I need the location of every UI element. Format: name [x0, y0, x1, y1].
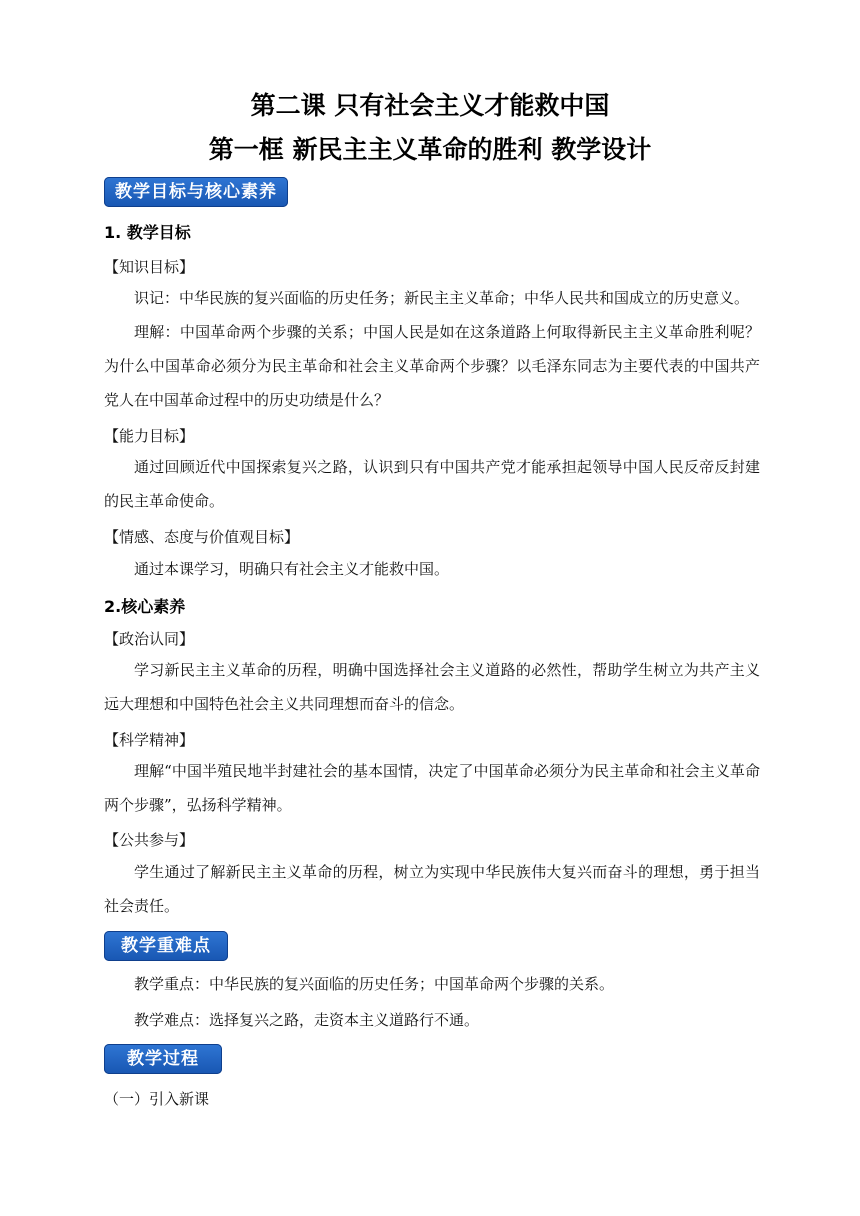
- label-emotion-goals: 【情感、态度与价值观目标】: [104, 528, 300, 546]
- doc-title-line2: 第一框 新民主主义革命的胜利 教学设计: [208, 135, 652, 164]
- label-public-participation: 【公共参与】: [104, 831, 195, 849]
- banner-teaching-process: 教学过程: [104, 1044, 222, 1074]
- para-understand: 理解：中国革命两个步骤的关系；中国人民是如在这条道路上何取得新民主主义革命胜利呢？为什么中国革命必须分为民主革命和社会主义革命两个步骤？以毛泽东同志为主要代表的中国共产党人在中国革命过程中的历史功绩是什么？: [104, 323, 760, 409]
- label-ability-goals: 【能力目标】: [104, 427, 195, 445]
- para-recall: 识记：中华民族的复兴面临的历史任务；新民主主义革命；中华人民共和国成立的历史意义。: [134, 289, 750, 307]
- label-knowledge-goals: 【知识目标】: [104, 258, 195, 276]
- heading-core-literacy: 2.核心素养: [104, 597, 186, 616]
- label-political-identity: 【政治认同】: [104, 630, 195, 648]
- process-step-introduction: （一）引入新课: [104, 1090, 210, 1108]
- para-ability: 通过回顾近代中国探索复兴之路，认识到只有中国共产党才能承担起领导中国人民反帝反封建的民主革命使命。: [104, 458, 760, 510]
- para-scientific-spirit: 理解“中国半殖民地半封建社会的基本国情，决定了中国革命必须分为民主革命和社会主义革命两个步骤”，弘扬科学精神。: [104, 762, 760, 814]
- para-emotion: 通过本课学习，明确只有社会主义才能救中国。: [134, 560, 450, 578]
- banner-key-difficult-points: 教学重难点: [104, 931, 228, 961]
- para-public-participation: 学生通过了解新民主主义革命的历程，树立为实现中华民族伟大复兴而奋斗的理想，勇于担当社会责任。: [104, 863, 760, 915]
- para-difficult-point: 教学难点：选择复兴之路，走资本主义道路行不通。: [134, 1011, 480, 1029]
- banner-goals-literacy: 教学目标与核心素养: [104, 177, 288, 207]
- doc-title-line1: 第二课 只有社会主义才能救中国: [250, 91, 610, 120]
- para-key-point: 教学重点：中华民族的复兴面临的历史任务；中国革命两个步骤的关系。: [134, 975, 615, 993]
- para-political-identity: 学习新民主主义革命的历程，明确中国选择社会主义道路的必然性，帮助学生树立为共产主义远大理想和中国特色社会主义共同理想而奋斗的信念。: [104, 661, 760, 713]
- label-scientific-spirit: 【科学精神】: [104, 731, 195, 749]
- heading-teaching-goals: 1. 教学目标: [104, 223, 191, 242]
